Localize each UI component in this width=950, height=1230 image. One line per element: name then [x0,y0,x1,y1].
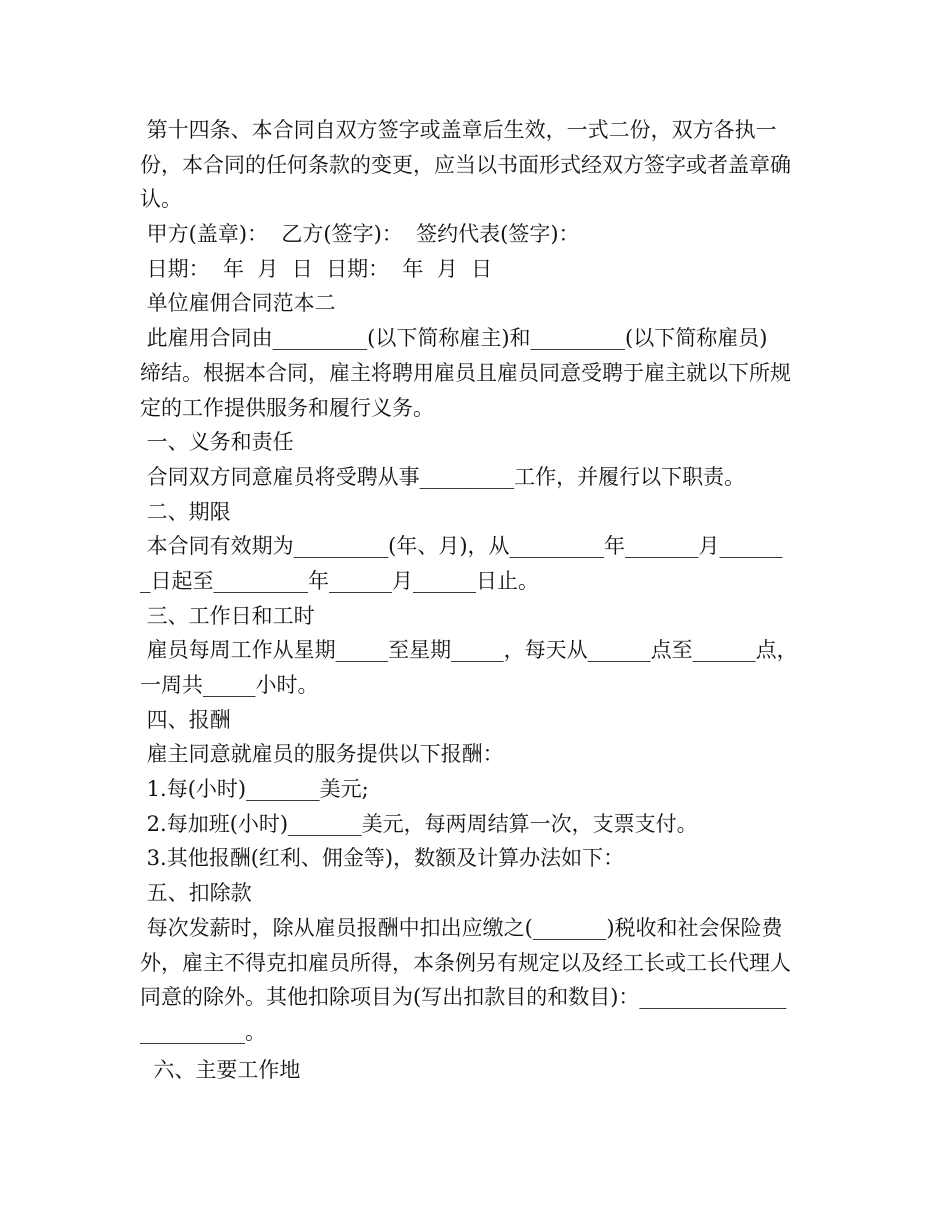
text-line: 每次发薪时，除从雇员报酬中扣出应缴之(_______)税收和社会保险费 [140,915,783,940]
text-line: 认。 [140,187,182,212]
section-heading: 二、期限 [140,499,231,524]
text-line: _日起至_________年______月______日止。 [140,568,539,593]
text-line: 定的工作提供服务和履行义务。 [140,395,434,420]
section-heading: 五、扣除款 [140,881,252,906]
text-line: 此雇用合同由_________(以下简称雇主)和_________(以下简称雇员) [140,326,768,351]
section-title: 单位雇佣合同范本二 [140,291,336,316]
section-heading: 一、义务和责任 [140,430,294,455]
section-heading: 四、报酬 [140,707,231,732]
text-line: 本合同有效期为_________(年、月)，从_________年_______月______ [140,534,783,559]
text-line: 外，雇主不得克扣雇员所得，本条例另有规定以及经工长或工长代理人 [140,950,791,975]
section-heading: 六、主要工作地 [140,1057,301,1082]
list-item: 2.每加班(小时)_______美元，每两周结算一次，支票支付。 [140,811,698,836]
text-line: 雇主同意就雇员的服务提供以下报酬： [140,742,504,767]
text-line: 缔结。根据本合同，雇主将聘用雇员且雇员同意受聘于雇主就以下所规 [140,360,791,385]
text-line: 第十四条、本合同自双方签字或盖章后生效，一式二份，双方各执一 [140,118,777,142]
list-item: 1.每(小时)_______美元; [140,777,369,802]
document-page [140,113,820,1087]
text-line: 合同双方同意雇员将受聘从事_________工作，并履行以下职责。 [140,464,746,489]
text-line: __________。 [140,1019,266,1044]
text-line: 雇员每周工作从星期_____至星期_____，每天从______点至______点， [140,638,798,663]
signature-line: 甲方(盖章)： 乙方(签字)： 签约代表(签字)： [140,222,580,247]
date-line: 日期： 年 月 日 日期： 年 月 日 [140,256,493,281]
text-line: 一周共_____小时。 [140,673,319,697]
text-line: 同意的除外。其他扣除项目为(写出扣款目的和数目)：______________ [140,985,787,1010]
section-heading: 三、工作日和工时 [140,603,315,628]
list-item: 3.其他报酬(红利、佣金等)，数额及计算办法如下： [140,846,625,871]
text-line: 份，本合同的任何条款的变更，应当以书面形式经双方签字或者盖章确 [140,152,791,177]
